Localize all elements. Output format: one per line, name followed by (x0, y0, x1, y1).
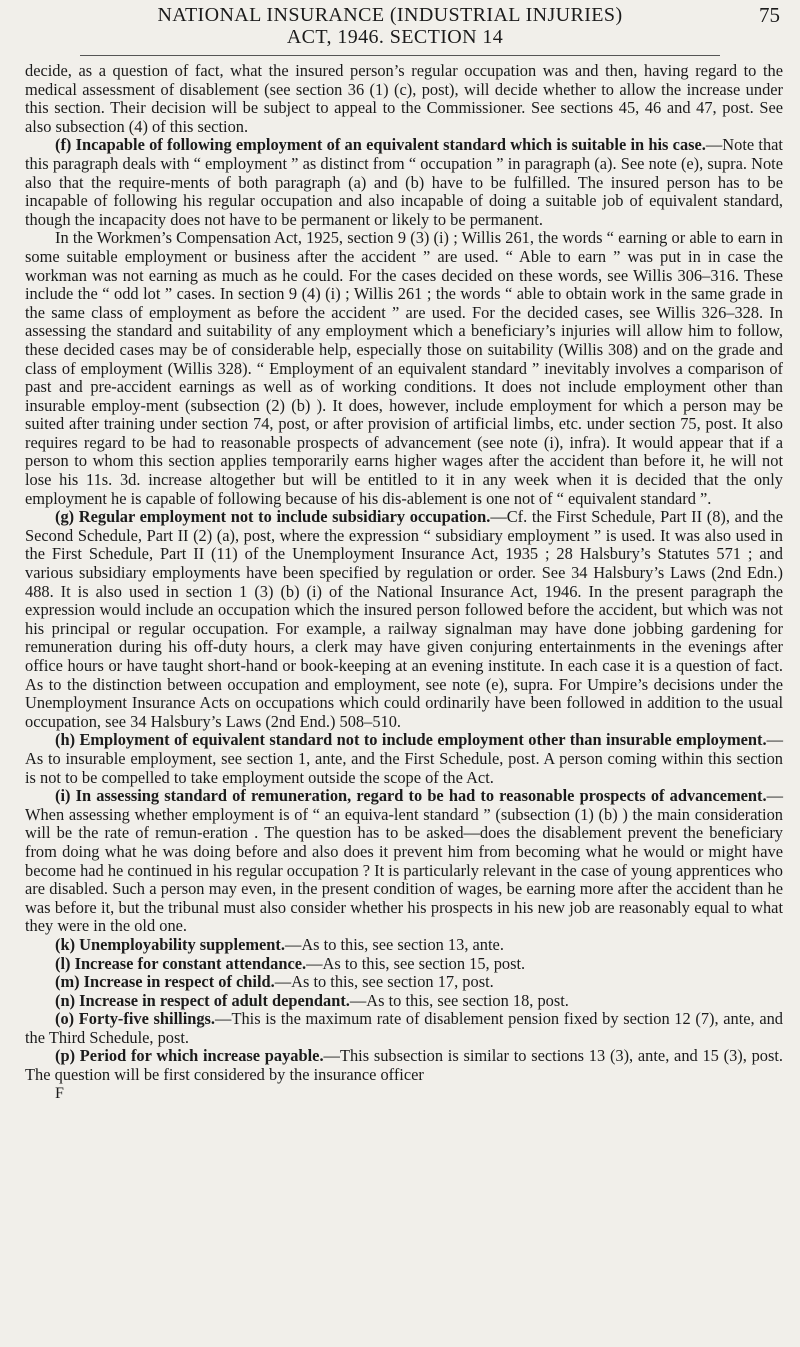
note-heading: (i) In assessing standard of remuneration, regard to be had to reasonable prospects of advancement. (55, 786, 767, 806)
header-rule (80, 55, 720, 56)
running-head-title: NATIONAL INSURANCE (INDUSTRIAL INJURIES) (157, 4, 623, 26)
body-text (25, 62, 783, 1103)
signature-mark: F (55, 1084, 64, 1102)
note-heading: (n) Increase in respect of adult dependant. (55, 990, 350, 1010)
note-text: —This subsection is similar to sections 13 (3), ante, and 15 (3), post. The question will be first considered by the insurance officer (25, 1046, 783, 1085)
note-heading: (k) Unemployability supplement. (55, 934, 285, 954)
note-heading: (o) Forty-five shillings. (55, 1009, 216, 1029)
note-text: —As to insurable employment, see section 1, ante, and the First Schedule, post. A person coming within this section is not to be compelled to take employment outside the scope of the Act. (25, 730, 783, 787)
note-g (25, 508, 783, 731)
note-i (25, 787, 783, 936)
note-n (25, 992, 783, 1011)
paragraph-continued (25, 62, 783, 136)
note-l (25, 955, 783, 974)
note-text: —As to this, see section 13, ante. (284, 934, 504, 954)
note-text: —Note that this paragraph deals with “ employment ” as distinct from “ occupation ” in paragraph (a). See note (e), supra. Note also that the require-ments of both paragraph (a) and (b) have to be fulfilled. The insured person has to be incapable of following his regular occupation and also incapable of doing a suitable job of equivalent standard, though the incapacity does not have to be permanent or likely to be permanent. (25, 135, 783, 229)
note-p (25, 1047, 783, 1084)
note-heading: (l) Increase for constant attendance. (55, 953, 307, 973)
note-o (25, 1010, 783, 1047)
running-head-section: ACT, 1946. SECTION 14 (286, 26, 504, 48)
note-text: —Cf. the First Schedule, Part II (8), and the Second Schedule, Part II (2) (a), post, where the expression “ subsidiary employment ” is used. It was also used in the First Schedule, Part II (11) of the Unemployment Insurance Act, 1935 ; 28 Halsbury’s Statutes 571 ; and various subsidiary employments have been specified by regulation or order. See 34 Halsbury’s Laws (2nd Edn.) 488. It is also used in section 1 (3) (b) (i) of the National Insurance Act, 1946. In the present paragraph the expression would include an occupation which the insured person followed before the accident, but which was not his principal or regular occupation. For example, a railway signalman may have done jobbing gardening for remuneration during his off-duty hours, a clerk may have given conjuring entertainments in the evenings after office hours or have taught short-hand or book-keeping at an evening institute. In each case it is a question of fact. As to the distinction between occupation and employment, see note (e), supra. For Umpire’s decisions under the Unemployment Insurance Acts on occupations which could ordinarily have been followed in addition to the usual occupation, see 34 Halsbury’s Laws (2nd End.) 508–510. (25, 507, 783, 731)
note-heading: (f) Incapable of following employment of an equivalent standard which is suitable in his case. (55, 135, 706, 155)
note-k (25, 936, 783, 955)
note-heading: (m) Increase in respect of child. (55, 972, 275, 992)
note-text: —When assessing whether employment is of “ an equiva-lent standard ” (subsection (1) (b) ) the main consideration will be the rate of remun-eration . The question has to be asked—does the disablement prevent the beneficiary from doing what he was doing before and also does it prevent him from becoming what he would or might have become had he continued in his regular occupation ? It is particularly relevant in the case of young apprentices who are disabled. Such a person may even, in the present condition of wages, be earning more after the accident than he was before it, but the tribunal must also consider whether his prospects in his new job are reasonably equal to what they were in the old one. (25, 786, 783, 936)
note-m (25, 973, 783, 992)
paragraph-workmens-compensation (25, 229, 783, 508)
note-heading: (p) Period for which increase payable. (55, 1046, 324, 1066)
running-head (90, 4, 690, 48)
note-f (25, 136, 783, 229)
note-heading: (h) Employment of equivalent standard not to include employment other than insurable employment. (55, 730, 767, 750)
note-h (25, 731, 783, 787)
note-text: —As to this, see section 18, post. (349, 990, 569, 1010)
note-text: —As to this, see section 15, post. (306, 953, 526, 973)
page-number: 75 (759, 3, 780, 27)
note-heading: (g) Regular employment not to include subsidiary occupation. (55, 507, 491, 527)
note-text: —This is the maximum rate of disablement pension fixed by section 12 (7), ante, and the Third Schedule, post. (25, 1009, 783, 1047)
note-text: —As to this, see section 17, post. (274, 972, 494, 992)
paragraph-text: In the Workmen’s Compensation Act, 1925, section 9 (3) (i) ; Willis 261, the words “ earning or able to earn in some suitable employment or business after the accident ” are used. “ Able to earn ” was put in in case the workman was not earning as much as he could. For the cases decided on these words, see Willis 306–316. These include the “ odd lot ” cases. In section 9 (4) (i) ; Willis 261 ; the words “ able to obtain work in the same grade in the same class of employment as before the accident ” are used. For the decided cases, see Willis 326–328. In assessing the standard and suitability of any employment which a beneficiary’s injuries will allow him to follow, these decided cases may be of considerable help, especially those on suitability (Willis 308) and on the grade and class of employment (Willis 328). “ Employment of an equivalent standard ” inevitably involves a comparison of past and pre-accident earnings as well as of working conditions. It does not include employment other than insurable employ-ment (subsection (2) (b) ). It does, however, include employment for which a person may be suited after training under section 74, post, or after provision of artificial limbs, etc. under section 75, post. It also requires regard to be had to reasonable prospects of advancement (see note (i), infra). It would appear that if a person to whom this section applies temporarily earns higher wages after the accident than before it, he will not lose his 11s. 3d. increase altogether but will be entitled to it in any week when it is decided that the only employment he is capable of following because of his dis-ablement is one not of “ equivalent standard ”. (25, 228, 783, 508)
paragraph-text: decide, as a question of fact, what the insured person’s regular occupation was and then, having regard to the medical assessment of disablement (see section 36 (1) (c), post), will decide whether to allow the increase under this section. Their decision will be subject to appeal to the Commissioner. See sections 45, 46 and 47, post. See also subsection (4) of this section. (25, 61, 783, 136)
